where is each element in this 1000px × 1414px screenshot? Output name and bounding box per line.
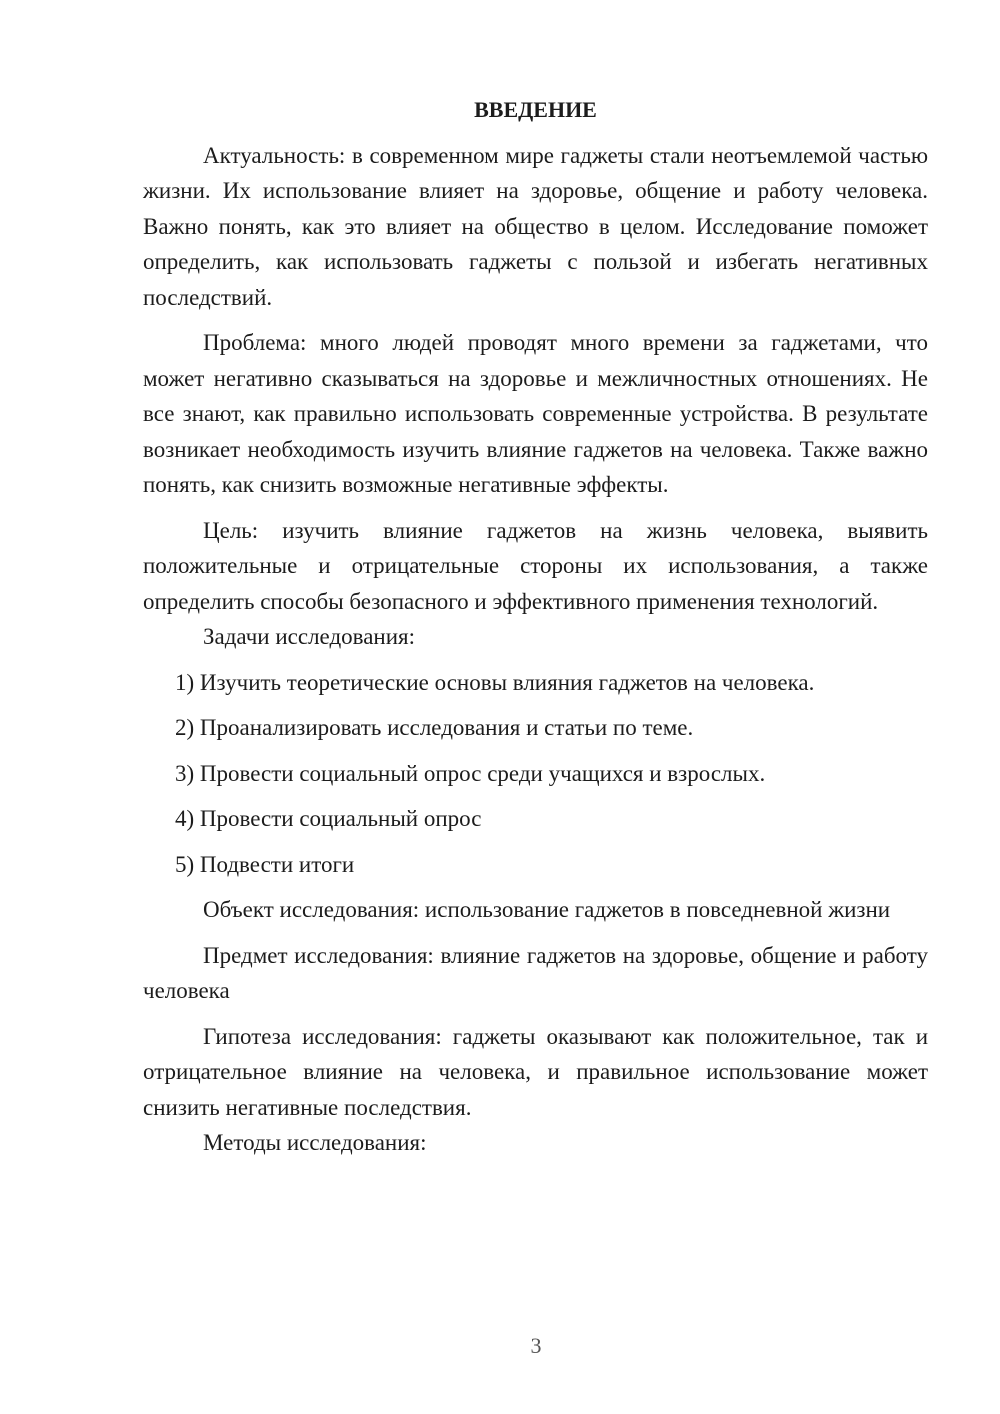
page-number: 3 [530,1333,542,1358]
page-title: ВВЕДЕНИЕ [474,97,597,122]
goal-paragraph: Цель: изучить влияние гаджетов на жизнь человека, выявить положительные и отрицательные стороны их использования, а также определить способы безопасного и эффективного применения технологий. [143,517,928,614]
list-item: 4) Провести социальный опрос [175,806,482,831]
methods-heading: Методы исследования: [203,1130,427,1155]
document-body [143,92,928,1161]
problem-paragraph: Проблема: много людей проводят много времени за гаджетами, что может негативно сказываться на здоровье и межличностных отношениях. Не все знают, как правильно использовать современные устройства. В результате возникает необходимость изучить влияние гаджетов на человека. Также важно понять, как снизить возможные негативные эффекты. [143,330,928,497]
list-item: 1) Изучить теоретические основы влияния гаджетов на человека. [175,669,815,695]
list-item: 5) Подвести итоги [175,851,355,877]
object-paragraph: Объект исследования: использование гаджетов в повседневной жизни [203,897,891,922]
list-item: 2) Проанализировать исследования и статьи по теме. [175,715,694,740]
tasks-list [143,665,928,883]
hypothesis-paragraph: Гипотеза исследования: гаджеты оказывают как положительное, так и отрицательное влияние на человека, и правильное использование может снизить негативные последствия. [143,1023,928,1120]
relevance-paragraph: Актуальность: в современном мире гаджеты стали неотъемлемой частью жизни. Их использование влияет на здоровье, общение и работу человека. Важно понять, как это влияет на общество в целом. Исследование поможет определить, как использовать гаджеты с пользой и избегать негативных последствий. [143,142,928,310]
list-item: 3) Провести социальный опрос среди учащихся и взрослых. [175,760,766,786]
subject-paragraph: Предмет исследования: влияние гаджетов на здоровье, общение и работу человека [143,942,928,1003]
tasks-heading: Задачи исследования: [203,624,416,649]
